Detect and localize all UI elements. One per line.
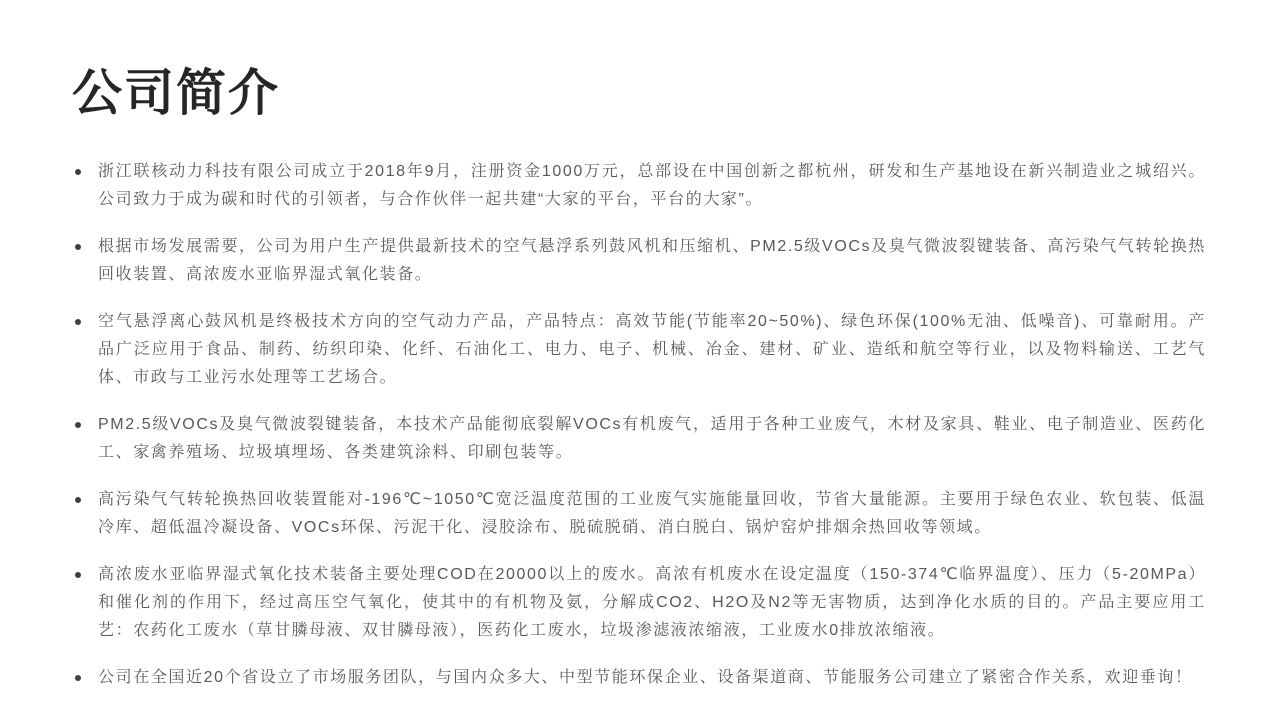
- bullet-text-blower-product: 空气悬浮离心鼓风机是终极技术方向的空气动力产品，产品特点：高效节能(节能率20~50%)、绿色环保(100%无油、低噪音)、可靠耐用。产品广泛应用于食品、制药、纺织印染、化纤、石油化工、电力、电子、机械、冶金、建材、矿业、造纸和航空等行业，以及物料输送、工艺气体、市政与工业污水处理等工艺场合。: [98, 312, 1206, 386]
- list-item: [72, 411, 1206, 467]
- bullet-icon: [75, 675, 81, 681]
- bullet-text-heat-recovery: 高污染气气转轮换热回收装置能对-196℃~1050℃宽泛温度范围的工业废气实施能量回收，节省大量能源。主要用于绿色农业、软包装、低温冷库、超低温冷凝设备、VOCs环保、污泥干化、浸胶涂布、脱硫脱硝、消白脱白、锅炉窑炉排烟余热回收等领域。: [98, 490, 1206, 536]
- bullet-icon: [75, 572, 81, 578]
- list-item: [72, 486, 1206, 542]
- bullet-text-company-overview: 浙江联核动力科技有限公司成立于2018年9月，注册资金1000万元，总部设在中国创新之都杭州，研发和生产基地设在新兴制造业之城绍兴。公司致力于成为碳和时代的引领者，与合作伙伴一起共建“大家的平台，平台的大家”。: [98, 162, 1206, 208]
- bullet-list: [72, 158, 1206, 692]
- list-item: [72, 561, 1206, 645]
- bullet-icon: [75, 244, 81, 250]
- list-item: [72, 308, 1206, 392]
- bullet-text-vocs-equipment: PM2.5级VOCs及臭气微波裂键装备，本技术产品能彻底裂解VOCs有机废气，适用于各种工业废气，木材及家具、鞋业、电子制造业、医药化工、家禽养殖场、垃圾填埋场、各类建筑涂料、印刷包装等。: [98, 415, 1206, 461]
- list-item: [72, 233, 1206, 289]
- list-item: [72, 158, 1206, 214]
- bullet-icon: [75, 422, 81, 428]
- bullet-text-wastewater-oxidation: 高浓废水亚临界湿式氧化技术装备主要处理COD在20000以上的废水。高浓有机废水在设定温度（150-374℃临界温度）、压力（5-20MPa）和催化剂的作用下，经过高压空气氧化，使其中的有机物及氨，分解成CO2、H2O及N2等无害物质，达到净化水质的目的。产品主要应用工艺：农药化工废水（草甘膦母液、双甘膦母液），医药化工废水，垃圾渗滤液浓缩液，工业废水0排放浓缩液。: [98, 565, 1206, 639]
- bullet-icon: [75, 169, 81, 175]
- bullet-text-product-lines: 根据市场发展需要，公司为用户生产提供最新技术的空气悬浮系列鼓风机和压缩机、PM2.5级VOCs及臭气微波裂键装备、高污染气气转轮换热回收装置、高浓废水亚临界湿式氧化装备。: [98, 237, 1206, 283]
- list-item: [72, 664, 1206, 692]
- bullet-icon: [75, 497, 81, 503]
- bullet-text-service-network: 公司在全国近20个省设立了市场服务团队，与国内众多大、中型节能环保企业、设备渠道商、节能服务公司建立了紧密合作关系，欢迎垂询！: [98, 668, 1193, 686]
- bullet-icon: [75, 319, 81, 325]
- page-title: 公司简介: [72, 65, 280, 121]
